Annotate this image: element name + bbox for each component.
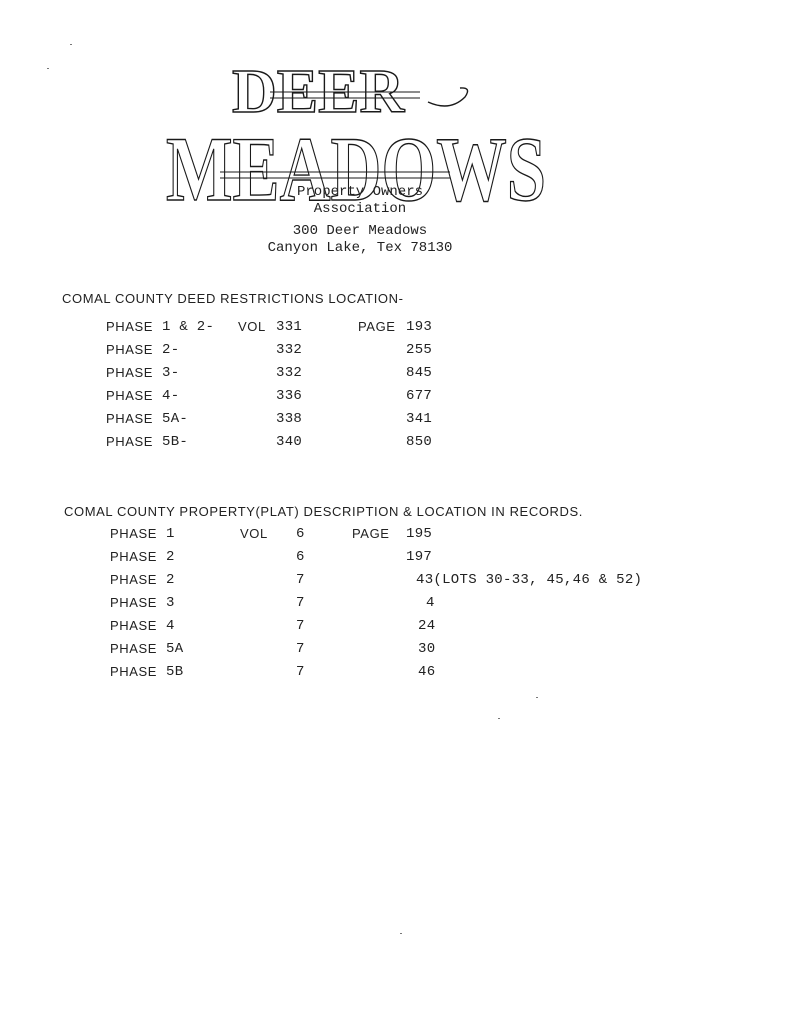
- phase-number: 5A: [166, 641, 184, 657]
- phase-label: PHASE: [110, 572, 158, 587]
- volume-number: 340: [276, 434, 303, 450]
- volume-label: VOL: [240, 526, 268, 541]
- volume-number: 7: [296, 664, 305, 680]
- volume-number: 332: [276, 342, 303, 358]
- phase-label: PHASE: [110, 618, 158, 633]
- volume-number: 6: [296, 526, 305, 542]
- page-number: 46: [418, 664, 436, 680]
- page-label: PAGE: [352, 526, 390, 541]
- phase-number: 3: [166, 595, 175, 611]
- volume-number: 338: [276, 411, 303, 427]
- phase-label: PHASE: [110, 641, 158, 656]
- phase-label: PHASE: [106, 411, 154, 426]
- volume-number: 6: [296, 549, 305, 565]
- phase-number: 2-: [162, 342, 180, 358]
- phase-label: PHASE: [106, 365, 154, 380]
- scan-speck: [70, 44, 72, 45]
- phase-label: PHASE: [110, 549, 158, 564]
- scan-speck: [400, 933, 402, 934]
- page-number: 195: [406, 526, 433, 542]
- page-number: 677: [406, 388, 433, 404]
- page-number: 255: [406, 342, 433, 358]
- volume-label: VOL: [238, 319, 266, 334]
- phase-number: 1 & 2-: [162, 319, 215, 335]
- page-number: 30: [418, 641, 436, 657]
- phase-label: PHASE: [110, 526, 158, 541]
- phase-label: PHASE: [106, 319, 154, 334]
- volume-number: 7: [296, 618, 305, 634]
- phase-number: 5B: [166, 664, 184, 680]
- phase-label: PHASE: [110, 595, 158, 610]
- page-label: PAGE: [358, 319, 396, 334]
- logo-line2: MEADOWS: [166, 118, 546, 212]
- scan-speck: [498, 718, 500, 719]
- volume-number: 7: [296, 641, 305, 657]
- volume-number: 336: [276, 388, 303, 404]
- page-number: 850: [406, 434, 433, 450]
- logo-line1: DEER: [232, 58, 405, 126]
- phase-label: PHASE: [106, 342, 154, 357]
- page-number: 193: [406, 319, 433, 335]
- page-number: 24: [418, 618, 436, 634]
- page-number: 4: [426, 595, 435, 611]
- volume-number: 7: [296, 572, 305, 588]
- volume-number: 331: [276, 319, 303, 335]
- phase-number: 5A-: [162, 411, 189, 427]
- phase-number: 2: [166, 549, 175, 565]
- phase-label: PHASE: [106, 388, 154, 403]
- phase-number: 4-: [162, 388, 180, 404]
- phase-label: PHASE: [106, 434, 154, 449]
- phase-number: 2: [166, 572, 175, 588]
- volume-number: 7: [296, 595, 305, 611]
- phase-number: 3-: [162, 365, 180, 381]
- page-number: 341: [406, 411, 433, 427]
- page-number: 845: [406, 365, 433, 381]
- scan-speck: [536, 697, 538, 698]
- association-address-line1: 300 Deer Meadows: [292, 223, 428, 239]
- association-name-line2: Association: [313, 201, 407, 217]
- association-name-line1: Property Owners: [296, 184, 424, 200]
- plat-description-heading: COMAL COUNTY PROPERTY(PLAT) DESCRIPTION & LOCATION IN RECORDS.: [64, 504, 583, 519]
- phase-number: 4: [166, 618, 175, 634]
- phase-number: 1: [166, 526, 175, 542]
- scan-speck: [47, 68, 49, 69]
- deed-restrictions-heading: COMAL COUNTY DEED RESTRICTIONS LOCATION-: [62, 291, 404, 306]
- phase-label: PHASE: [110, 664, 158, 679]
- page-number: 43(LOTS 30-33, 45,46 & 52): [416, 572, 643, 588]
- association-address-line2: Canyon Lake, Tex 78130: [267, 240, 453, 256]
- volume-number: 332: [276, 365, 303, 381]
- phase-number: 5B-: [162, 434, 189, 450]
- page-number: 197: [406, 549, 433, 565]
